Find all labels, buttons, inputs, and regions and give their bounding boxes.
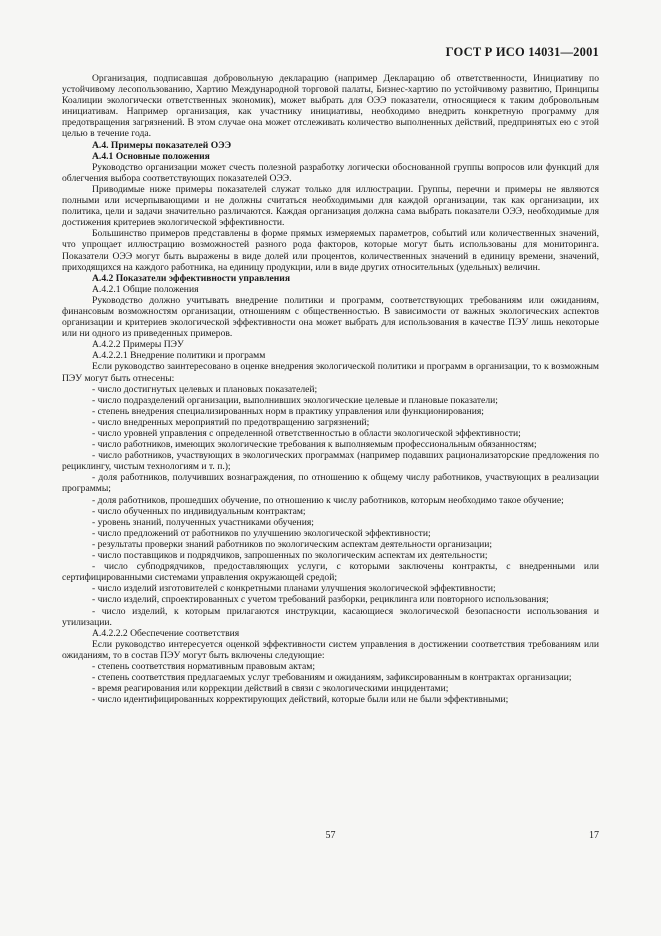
list-item: - число изделий, спроектированных с учетом требований разборки, рециклинга или повторного использования; [92,594,549,606]
list-item: - число поставщиков и подрядчиков, запрошенных по экологическим аспектам их деятельности; [92,550,488,562]
section-heading: А.4.2.2.2 Обеспечение соответствия [92,627,240,639]
list-item: - число идентифицированных корректирующих действий, которые были или не были эффективными; [92,694,509,706]
list-item: - число предложений от работников по улучшению экологической эффективности; [92,527,431,539]
paragraph: Приводимые ниже примеры показателей служат только для иллюстрации. Группы, перечни и примеры не являются полными или исчерпывающими и не должны считаться необходимыми для каждой организации, так как организации, их политика, цели и задачи значительно различаются. Каждая организация должна сама выбрать показатели ОЭЭ, необходимые для достижения критериев экологической эффективности. [62,183,599,229]
section-heading: А.4.2.2.1 Внедрение политики и программ [92,350,266,362]
paragraph: Организация, подписавшая добровольную декларацию (например Декларацию об ответственности, Инициативу по устойчивому лесопользованию, Хартию Международной торговой палаты, Бизнес-хартию по устойчивому развитию, Принципы Коалиции экологически ответственных экономик), может выбрать для ОЭЭ показатели, относящиеся к таким добровольным инициативам. Например организация, как участнику инициативы, необходимо внедрить конкретную программу для предотвращения загрязнений. В этом случае она может отслеживать количество выполненных действий, предпринятых ею с этой целью в течение года. [62,73,599,140]
page-number-right: 17 [589,830,599,841]
list-item: - число работников, имеющих экологические требования к выполняемым профессиональным обязанностям; [92,439,537,451]
paragraph: Большинство примеров представлены в форме прямых измеряемых параметров, событий или количественных значений, что упрощает иллюстрацию возможностей разного рода факторов, которые могут быть использованы для мониторинга. Показатели ОЭЭ могут быть выражены в виде долей или процентов, количественных значений в единицу времени, значений, приходящихся на каждого работника, на единицу продукции, или в виде других относительных (удельных) величин. [62,228,599,273]
section-heading: А.4.2 Показатели эффективности управления [92,272,291,284]
paragraph: Если руководство интересуется оценкой эффективности систем управления в достижении соответствия требованиям или ожиданиям, то в состав ПЭУ могут быть включены следующие: [62,638,599,661]
list-item: - число обученных по индивидуальным контрактам; [92,505,306,517]
section-heading: А.4.2.1 Общие положения [92,283,199,295]
list-item: - число внедренных мероприятий по предотвращению загрязнений; [92,416,370,428]
list-item: - число субподрядчиков, предоставляющих услуги, с которыми заключены контракты, с внедренными или сертифицированными системами управления окружающей средой; [62,561,599,584]
list-item: - число работников, участвующих в экологических программах (например подавших рационализаторские предложения по рециклингу, чистым технологиям и т. п.); [62,450,599,473]
document-body [62,73,599,705]
page-number-center: 57 [325,830,336,841]
list-item: - степень соответствия предлагаемых услуг требованиям и ожиданиям, зафиксированным в контрактах организации; [92,672,572,684]
list-item: - число изделий, к которым прилагаются инструкции, касающиеся экологической безопасности использования и утилизации. [62,605,599,628]
document-header: ГОСТ Р ИСО 14031—2001 [445,45,599,59]
list-item: - число уровней управления с определенной ответственностью в области экологической эффективности; [92,428,521,439]
list-item: - уровень знаний, полученных участниками обучения; [92,516,314,528]
list-item: - степень соответствия нормативным правовым актам; [92,660,315,672]
paragraph: Если руководство заинтересовано в оценке внедрения экологической политики и программ в организации, то к возможным ПЭУ могут быть отнесены: [62,361,599,384]
list-item: - время реагирования или коррекции действий в связи с экологическими инцидентами; [92,683,449,695]
paragraph: Руководство должно учитывать внедрение политики и программ, соответствующих требованиям или ожиданиям, финансовым возможностям организации, отношениям с общественностью. В зависимости от важных экологических аспектов организации и критериев экологической эффективности она может выбрать для использования в качестве ПЭУ лишь некоторые или ни одного из приведенных примеров. [62,294,599,340]
section-heading: А.4. Примеры показателей ОЭЭ [92,139,232,151]
list-item: - доля работников, получивших вознаграждения, по отношению к общему числу работников, участвующих в реализации программы; [62,472,599,495]
section-heading: А.4.2.2 Примеры ПЭУ [92,339,184,351]
list-item: - результаты проверки знаний работников по экологическим аспектам деятельности организации; [92,538,493,550]
list-item: - доля работников, прошедших обучение, по отношению к числу работников, которым необходимо такое обучение; [92,494,564,506]
paragraph: Руководство организации может счесть полезной разработку логически обоснованной группы вопросов или функций для облегчения выбора соответствующих показателей ОЭЭ. [62,161,599,184]
list-item: - степень внедрения специализированных норм в практику управления или функционирования; [92,405,484,417]
list-item: - число изделий изготовителей с конкретными планами улучшения экологической эффективности; [92,583,496,595]
section-heading: А.4.1 Основные положения [92,150,210,162]
list-item: - число достигнутых целевых и плановых показателей; [92,383,318,395]
list-item: - число подразделений организации, выполнивших экологические целевые и плановые показатели; [92,394,498,406]
